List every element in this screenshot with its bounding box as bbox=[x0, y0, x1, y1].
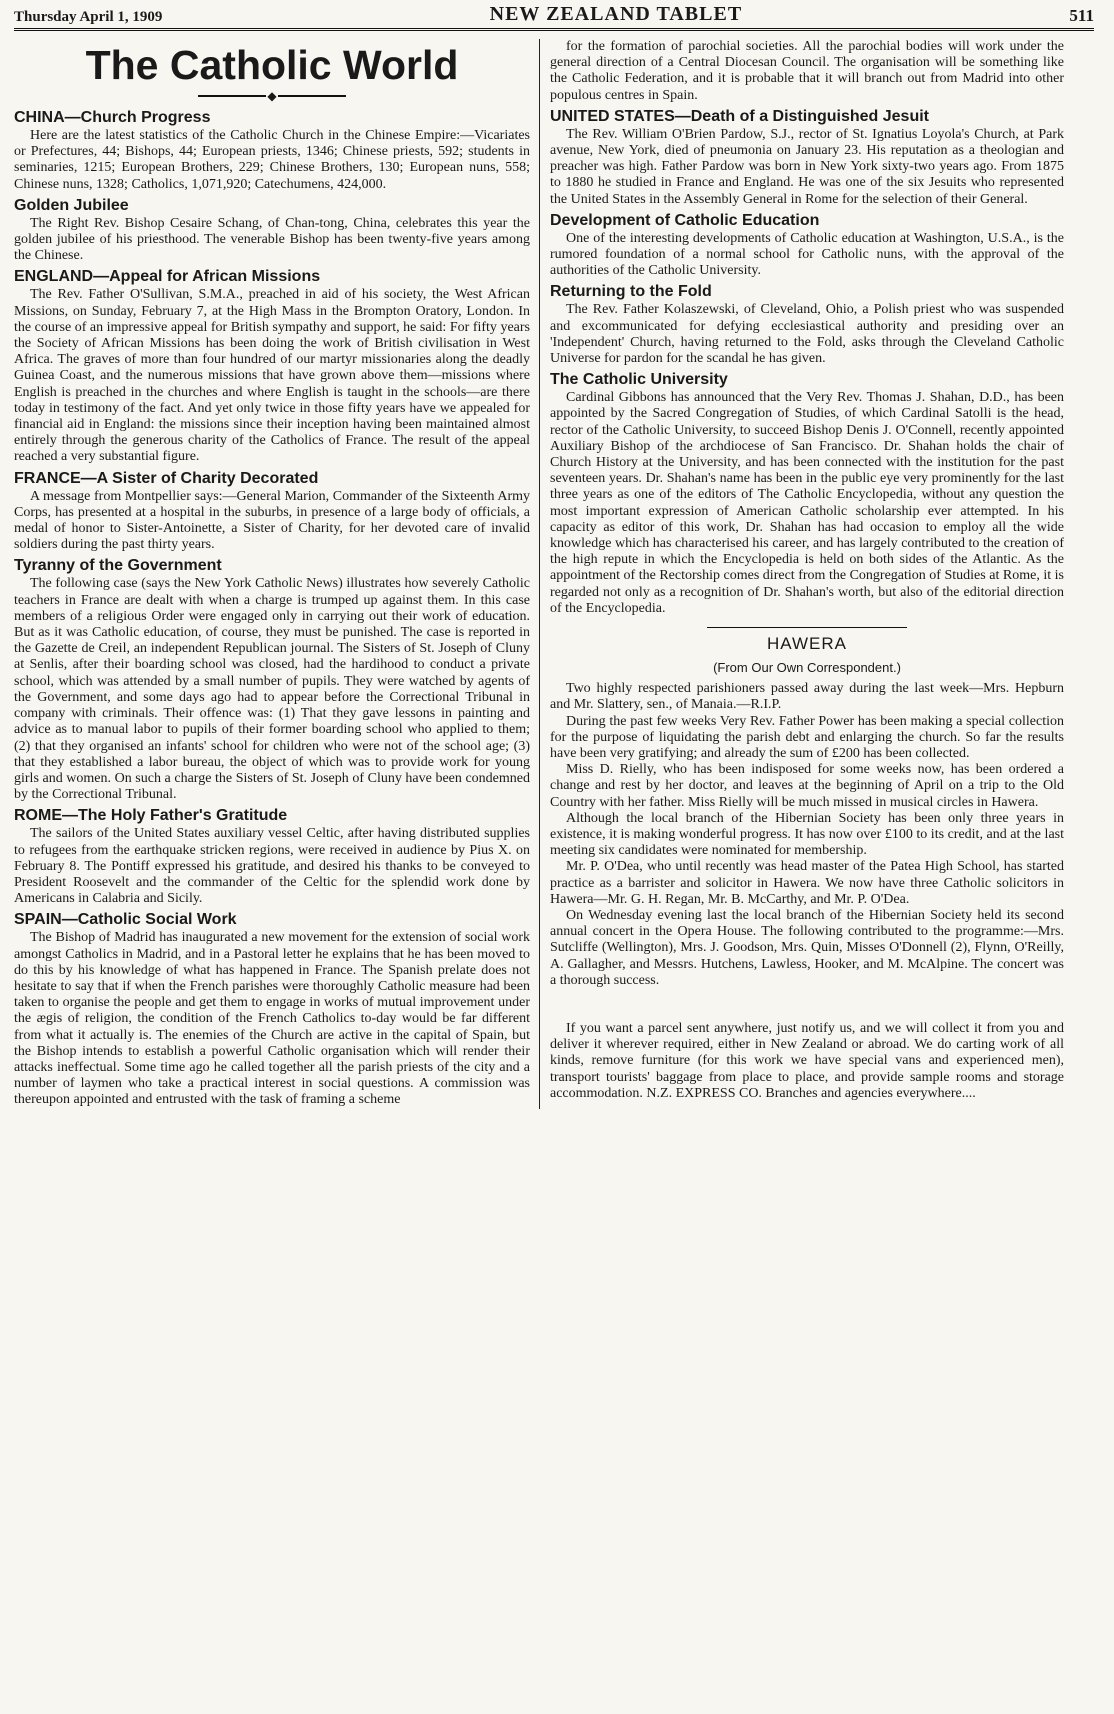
article-paragraph: One of the interesting developments of Catholic education at Washington, U.S.A., is the rumored foundation of a normal school for Catholic nuns, with the approval of the authorities of the Catholic University. bbox=[550, 230, 1064, 279]
issue-date: Thursday April 1, 1909 bbox=[14, 9, 163, 25]
article-paragraph: The Bishop of Madrid has inaugurated a new movement for the extension of social work amongst Catholics in Madrid, and in a Pastoral letter he explains that he has been moved to do this by his knowledge of what has happened in France. The Spanish prelate does not hesitate to say that if when the French parishes were thoroughly Catholic measure had been taken to organise the people and get them to engage in works of mutual improvement under the ægis of religion, the condition of the French Catholics to-day would be far different from what it actually is. The enemies of the Church are active in the capital of Spain, but the Bishop intends to establish a powerful Catholic organisation which will render their attacks ineffectual. Some time ago he called together all the parish priests of the city and a number of laymen who take a practical interest in social questions. A commission was thereupon appointed and entrusted with the task of framing a scheme bbox=[14, 930, 530, 1108]
left-column bbox=[14, 39, 539, 1109]
article bbox=[14, 268, 530, 465]
article-paragraph: The Rev. William O'Brien Pardow, S.J., rector of St. Ignatius Loyola's Church, at Park avenue, New York, died of pneumonia on January 23. His reputation as a theologian and preacher was high. Father Pardow was born in New York sixty-two years ago. From 1875 to 1880 he studied in France and England. He was one of the six Jesuits who represented the United States in the Assembly General in Rome for the selection of their General. bbox=[550, 126, 1064, 207]
article bbox=[550, 283, 1064, 367]
ornament-line-left bbox=[198, 95, 266, 97]
masthead bbox=[14, 3, 1094, 31]
article-paragraph: Here are the latest statistics of the Catholic Church in the Chinese Empire:—Vicariates or Prefectures, 44; Bishops, 44; European priests, 1346; Chinese priests, 592; students in seminaries, 1215; European Brothers, 229; Chinese Brothers, 130; European nuns, 558; Chinese nuns, 1328; Catholics, 1,071,920; Catechumens, 424,000. bbox=[14, 128, 530, 192]
correspondent-credit: (From Our Own Correspondent.) bbox=[713, 660, 901, 676]
article bbox=[14, 470, 530, 554]
article bbox=[14, 557, 530, 803]
article-heading: The Catholic University bbox=[550, 371, 728, 389]
hawera-paragraph: Miss D. Rielly, who has been indisposed for some weeks now, has been ordered a change and rest by her doctor, and leaves at the beginning of April on a trip to the Old Country with her father. Miss Rielly will be much missed in musical circles in Hawera. bbox=[550, 762, 1064, 810]
title-ornament bbox=[14, 89, 530, 103]
advertisement bbox=[550, 1021, 1064, 1102]
article-paragraph: The Rev. Father Kolaszewski, of Cleveland, Ohio, a Polish priest who was suspended and excommunicated for defying ecclesiastical authority and presiding over an 'Independent' Church, having returned to the Fold, asks through the Cleveland Catholic Universe for pardon for the scandal he has given. bbox=[550, 302, 1064, 367]
page-number: 511 bbox=[1069, 6, 1094, 25]
article-heading: CHINA—Church Progress bbox=[14, 109, 211, 126]
article-paragraph: A message from Montpellier says:—General Marion, Commander of the Sixteenth Army Corps, has presented at a hospital in the suburbs, in presence of a large body of officials, a medal of honor to Sister-Antoinette, a Sister of Charity, for her devoted care of invalid soldiers during the past thirty years. bbox=[14, 488, 530, 553]
article-heading: Development of Catholic Education bbox=[550, 211, 820, 229]
article-heading: ROME—The Holy Father's Gratitude bbox=[14, 807, 288, 825]
article bbox=[14, 911, 530, 1108]
article-heading: UNITED STATES—Death of a Distinguished Jesuit bbox=[550, 107, 929, 125]
article bbox=[550, 39, 1064, 104]
article bbox=[14, 807, 530, 907]
article bbox=[14, 109, 530, 193]
right-column bbox=[539, 39, 1064, 1109]
hawera-article bbox=[550, 681, 1064, 989]
section-title: The Catholic World bbox=[85, 42, 459, 88]
hawera-paragraph: On Wednesday evening last the local branch of the Hibernian Society held its second annual concert in the Opera House. The following contributed to the programme:—Mrs. Sutcliffe (Wellington), Mrs. J. Goodson, Mrs. Quin, Misses O'Donnell (2), Flynn, O'Reilly, A. Gallagher, and Messrs. Hutchens, Lawless, Hooker, and M. McAlpine. The concert was a thorough success. bbox=[550, 907, 1064, 988]
article bbox=[550, 108, 1064, 208]
hawera-rule bbox=[707, 627, 907, 628]
article bbox=[550, 371, 1064, 617]
hawera-paragraph: During the past few weeks Very Rev. Father Power has been making a special collection for the purpose of liquidating the parish debt and enlarging the church. So far the results have been very gratifying; and already the sum of £200 has been collected. bbox=[550, 713, 1064, 761]
article-paragraph: for the formation of parochial societies. All the parochial bodies will work under the general direction of a Central Diocesan Council. The organisation will be something like the Catholic Federation, and it is probable that it will branch out from Madrid into other populous centres in Spain. bbox=[550, 39, 1064, 103]
article-heading: ENGLAND—Appeal for African Missions bbox=[14, 268, 321, 286]
article-heading: Tyranny of the Government bbox=[14, 557, 222, 575]
article-heading: Returning to the Fold bbox=[550, 283, 712, 301]
hawera-paragraph: Two highly respected parishioners passed away during the last week—Mrs. Hepburn and Mr. Slattery, sen., of Manaia.—R.I.P. bbox=[550, 681, 1064, 713]
article-paragraph: The Right Rev. Bishop Cesaire Schang, of Chan-tong, China, celebrates this year the golden jubilee of his priesthood. The venerable Bishop has been twenty-five years among the Chinese. bbox=[14, 215, 530, 264]
article-heading: SPAIN—Catholic Social Work bbox=[14, 911, 237, 929]
advert-text: If you want a parcel sent anywhere, just notify us, and we will collect it from you and deliver it wherever required, either in New Zealand or abroad. We do carting work of all kinds, remove furniture (for this work we have special vans and experienced men), transport tourists' baggage from place to place, and provide sample rooms and storage accommodation. N.Z. EXPRESS CO. Branches and agencies everywhere.... bbox=[550, 1020, 1064, 1101]
right-articles bbox=[550, 39, 1064, 617]
ornament-line-right bbox=[278, 95, 346, 97]
article-paragraph: The following case (says the New York Catholic News) illustrates how severely Catholic teachers in France are dealt with when a charge is trumped up against them. In this case members of a religious Order were engaged only in carrying out their work of education. But as it was Catholic education, of course, they must be punished. The case is reported in the Gazette de Creil, an independent Republican journal. The Sisters of St. Joseph of Cluny at Senlis, after their boarding school was closed, had the hardihood to conduct a private school, which was attended by a small number of pupils. They were watched by agents of the Government, and some days ago had to appear before the Correctional Tribunal in company with criminals. Their offence was: (1) That they gave lessons in painting and advice as to manual labor to pupils of their former boarding school who applied to them; (2) that they organised an infants' school for children who were not of the school age; (3) that they established a labor bureau, the object of which was to provide work for young girls and women. On such a charge the Sisters of St. Joseph of Cluny have been condemned by the Correctional Tribunal. bbox=[14, 576, 530, 803]
diamond-icon: ◆ bbox=[267, 89, 277, 103]
publication-name: NEW ZEALAND TABLET bbox=[489, 3, 743, 25]
hawera-title: HAWERA bbox=[767, 634, 847, 654]
article-paragraph: Cardinal Gibbons has announced that the Very Rev. Thomas J. Shahan, D.D., has been appointed by the Sacred Congregation of Studies, of which Cardinal Satolli is the head, rector of the Catholic University, to succeed Bishop Denis J. O'Connell, recently appointed Auxiliary Bishop of the archdiocese of San Francisco. Dr. Shahan holds the chair of Church History at the University, and has been connected with the institution for the past seventeen years. Dr. Shahan's name has been in the public eye very prominently for the last three years as one of the editors of The Catholic Encyclopedia, without any question the most important expression of American Catholic scholarship ever attempted. In his capacity as editor of this work, Dr. Shahan has had occasion to employ all the wide knowledge which has characterised his career, and has largely contributed to the creation of the high repute in which the Encyclopedia is held on both sides of the Atlantic. As the appointment of the Rectorship comes direct from the Congregation of Studies at Rome, it is regarded not only as a recognition of Dr. Shahan's worth, but also of the editorial direction of the Encyclopedia. bbox=[550, 390, 1064, 616]
article-paragraph: The Rev. Father O'Sullivan, S.M.A., preached in aid of his society, the West African Missions, on Sunday, February 7, at the High Mass in the Brompton Oratory, London. In the course of an impressive appeal for British sympathy and support, he said: For fifty years the Society of African Missions has been doing the work of British civilisation in West Africa. The graves of more than four hundred of our martyr missionaries along the deadly Guinea Coast, and the numerous missions that have grown above them—missions where English is preached in the churches and where English is taught in the schools—are there today in testimony of the fact. And yet only twice in those fifty years have we appealed for financial aid in England: the missions since their inception having been maintained almost entirely through the generous charity of the Catholics of France. The result of the appeal reached a very substantial figure. bbox=[14, 287, 530, 465]
article bbox=[14, 197, 530, 265]
article-heading: Golden Jubilee bbox=[14, 196, 129, 214]
article-paragraph: The sailors of the United States auxiliary vessel Celtic, after having distributed supplies to refugees from the earthquake stricken regions, were received in audience by Pius X. on February 8. The Pontiff expressed his gratitude, and desired his thanks to be conveyed to President Roosevelt and the commander of the Celtic for the splendid work done by Americans in Calabria and Sicily. bbox=[14, 826, 530, 907]
article bbox=[550, 212, 1064, 280]
columns bbox=[14, 39, 1094, 1109]
hawera-paragraph: Although the local branch of the Hibernian Society has been only three years in existence, it is making wonderful progress. It has now over £100 to its credit, and at the last meeting six candidates were nominated for membership. bbox=[550, 810, 1064, 859]
left-articles bbox=[14, 109, 530, 1109]
hawera-paragraph: Mr. P. O'Dea, who until recently was head master of the Patea High School, has started practice as a barrister and solicitor in Hawera. We now have three Catholic solicitors in Hawera—Mr. G. H. Regan, Mr. B. McCarthy, and Mr. P. O'Dea. bbox=[550, 859, 1064, 907]
article-heading: FRANCE—A Sister of Charity Decorated bbox=[14, 469, 319, 487]
